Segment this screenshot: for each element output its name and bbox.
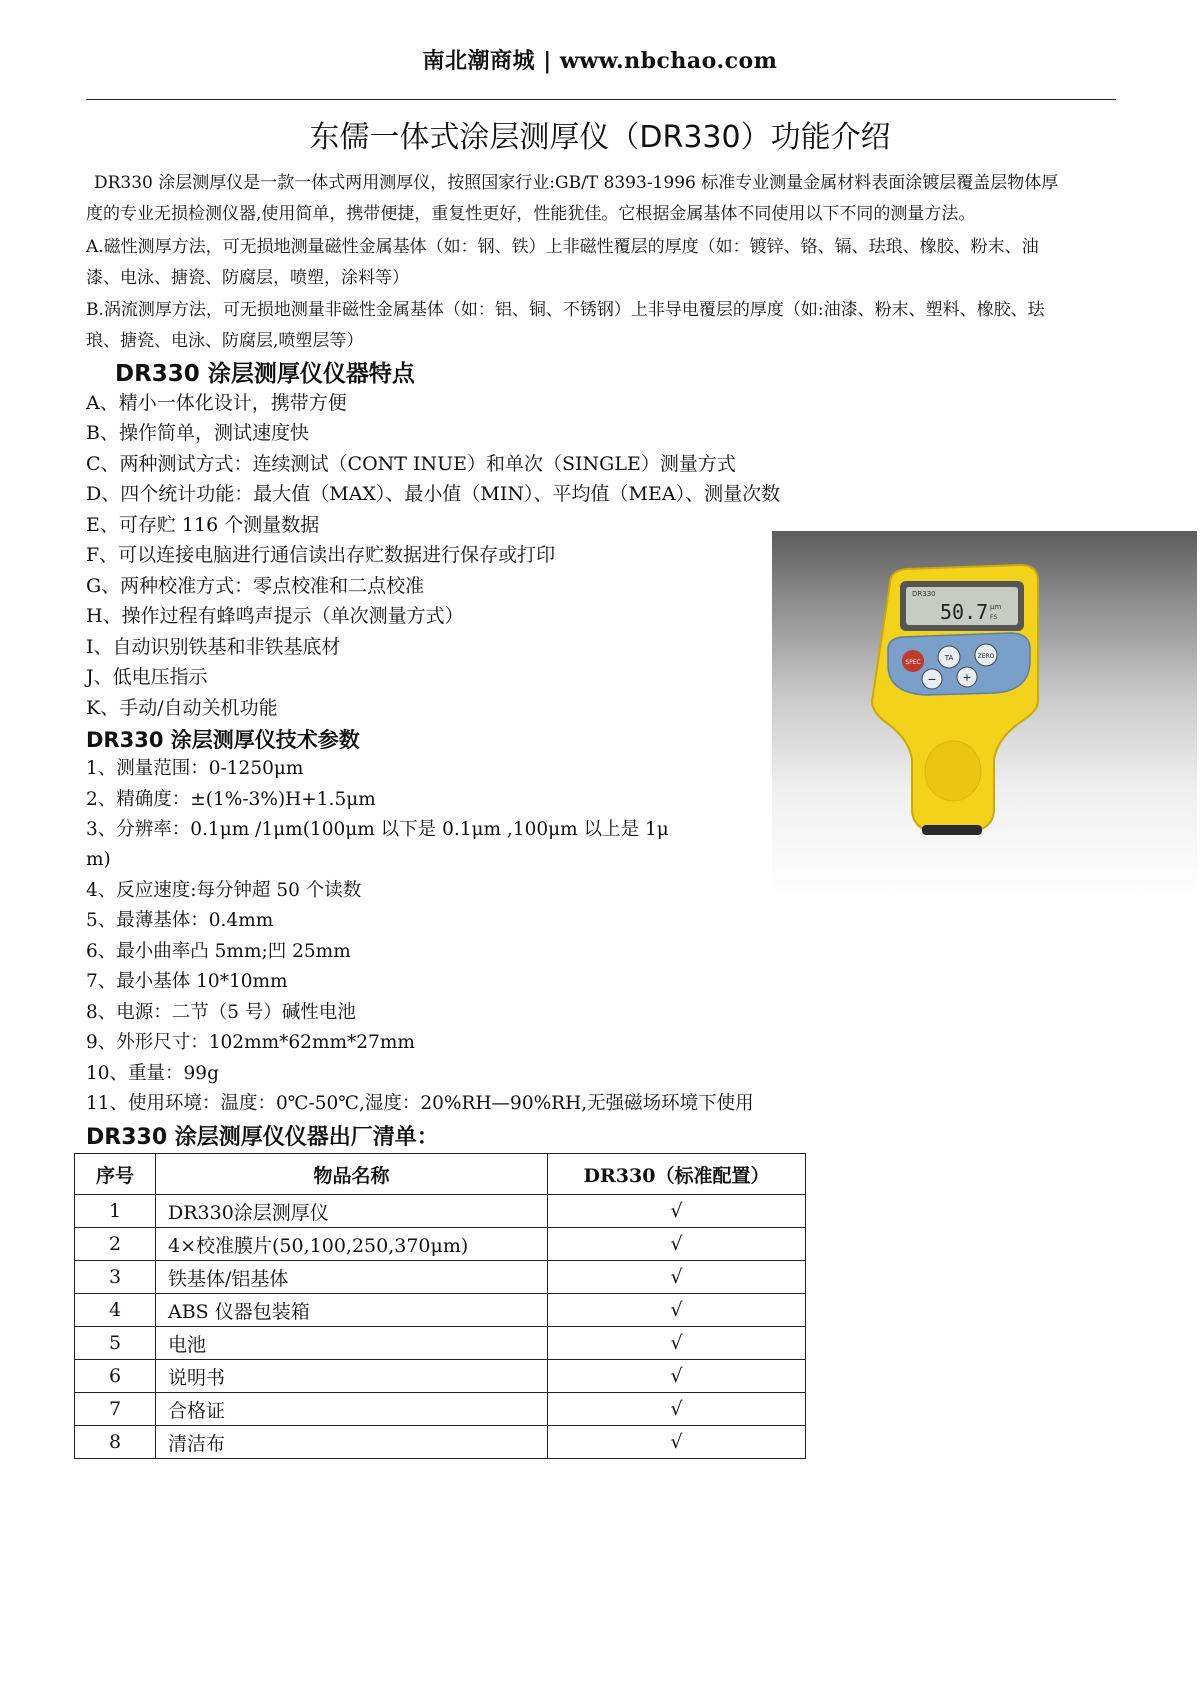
item-name: 说明书 [156,1360,548,1393]
spec-item: 5、最薄基体：0.4mm [86,910,274,931]
packing-list-table [74,1153,806,1459]
method-b-line-1: B.涡流测厚方法，可无损地测量非磁性金属基体（如：铝、铜、不锈钢）上非导电覆层的厚度（如:油漆、粉末、塑料、橡胶、珐 [86,300,1045,320]
gauge-probe [922,825,982,835]
row-number: 7 [75,1393,156,1426]
item-name: ABS 仪器包装箱 [156,1294,548,1327]
check-mark: √ [548,1360,806,1393]
check-mark: √ [548,1294,806,1327]
spec-item: 9、外形尺寸：102mm*62mm*27mm [86,1032,415,1053]
feature-item: B、操作简单，测试速度快 [86,422,309,444]
model-label: DR330 [912,590,936,598]
spec-item: 8、电源：二节（5 号）碱性电池 [86,1002,356,1023]
item-name: 清洁布 [156,1426,548,1459]
product-photo [772,531,1197,896]
column-header: 序号 [75,1154,156,1195]
spec-item: 3、分辨率：0.1μm /1μm(100μm 以下是 0.1μm ,100μm 以上是 1μ [86,819,669,840]
spec-item: 2、精确度：±(1%-3%)H+1.5μm [86,789,376,810]
feature-item: E、可存贮 116 个测量数据 [86,514,320,536]
spec-item: 10、重量：99g [86,1063,219,1084]
intro-line-2: 度的专业无损检测仪器,使用简单，携带便捷，重复性更好，性能犹佳。它根据金属基体不同使用以下不同的测量方法。 [86,204,976,224]
feature-item: K、手动/自动关机功能 [86,697,278,719]
row-number: 2 [75,1228,156,1261]
coating-thickness-gauge-image [772,531,1197,896]
check-mark: √ [548,1327,806,1360]
table-row [75,1195,806,1228]
feature-item: H、操作过程有蜂鸣声提示（单次测量方式） [86,605,464,627]
method-a-line-1: A.磁性测厚方法，可无损地测量磁性金属基体（如：钢、铁）上非磁性覆层的厚度（如：镀锌、铬、镉、珐琅、橡胶、粉末、油 [86,237,1039,257]
table-row [75,1228,806,1261]
item-name: 合格证 [156,1393,548,1426]
feature-item: G、两种校准方式：零点校准和二点校准 [86,575,425,597]
table-header-row [75,1154,806,1195]
item-name: 铁基体/铝基体 [156,1261,548,1294]
lcd-unit: µm [990,603,1002,611]
column-header: 物品名称 [156,1154,548,1195]
table-row [75,1426,806,1459]
spec-item: 1、测量范围：0-1250μm [86,758,304,779]
lcd-reading: 50.7 [940,600,989,624]
row-number: 5 [75,1327,156,1360]
spec-item-continued: m) [86,849,111,870]
header-divider [86,99,1116,100]
table-row [75,1393,806,1426]
row-number: 1 [75,1195,156,1228]
site-header: 南北潮商城 | www.nbchao.com [422,48,778,74]
packing-heading: DR330 涂层测厚仪仪器出厂清单： [86,1125,439,1150]
spec-item: 11、使用环境：温度：0℃-50℃,湿度：20%RH—90%RH,无强磁场环境下使用 [86,1093,754,1114]
spec-item: 6、最小曲率凸 5mm;凹 25mm [86,941,351,962]
feature-item: I、自动识别铁基和非铁基底材 [86,636,341,658]
table-row [75,1294,806,1327]
feature-item: F、可以连接电脑进行通信读出存贮数据进行保存或打印 [86,544,556,566]
specs-heading: DR330 涂层测厚仪技术参数 [86,728,360,752]
page-title: 东儒一体式涂层测厚仪（DR330）功能介绍 [309,120,891,155]
feature-item: J、低电压指示 [86,666,208,688]
item-name: 电池 [156,1327,548,1360]
plus-button-label: + [962,671,972,684]
ta-button-label: TA [944,654,954,662]
row-number: 4 [75,1294,156,1327]
feature-item: A、精小一体化设计，携带方便 [86,392,347,414]
check-mark: √ [548,1261,806,1294]
check-mark: √ [548,1426,806,1459]
row-number: 6 [75,1360,156,1393]
column-header: DR330（标准配置） [548,1154,806,1195]
row-number: 8 [75,1426,156,1459]
method-b-line-2: 琅、搪瓷、电泳、防腐层,喷塑层等） [86,331,364,351]
table-row [75,1360,806,1393]
feature-item: D、四个统计功能：最大值（MAX）、最小值（MIN）、平均值（MEA）、测量次数 [86,483,781,505]
check-mark: √ [548,1195,806,1228]
intro-line-1: DR330 涂层测厚仪是一款一体式两用测厚仪，按照国家行业:GB/T 8393-1996 标准专业测量金属材料表面涂镀层覆盖层物体厚 [94,173,1059,193]
check-mark: √ [548,1228,806,1261]
method-a-line-2: 漆、电泳、搪瓷、防腐层，喷塑，涂料等） [86,268,409,288]
minus-button-label: − [927,673,937,686]
spec-button-label: SPEC [905,659,921,666]
row-number: 3 [75,1261,156,1294]
table-row [75,1261,806,1294]
check-mark: √ [548,1393,806,1426]
features-heading: DR330 涂层测厚仪仪器特点 [115,361,415,387]
zero-button-label: ZERO [977,653,995,660]
item-name: DR330涂层测厚仪 [156,1195,548,1228]
item-name: 4×校准膜片(50,100,250,370μm) [156,1228,548,1261]
grip-indent [925,741,981,801]
feature-item: C、两种测试方式：连续测试（CONT INUE）和单次（SINGLE）测量方式 [86,453,736,475]
spec-item: 7、最小基体 10*10mm [86,971,288,992]
table-row [75,1327,806,1360]
lcd-mode: FS [990,614,998,621]
spec-item: 4、反应速度:每分钟超 50 个读数 [86,880,362,901]
